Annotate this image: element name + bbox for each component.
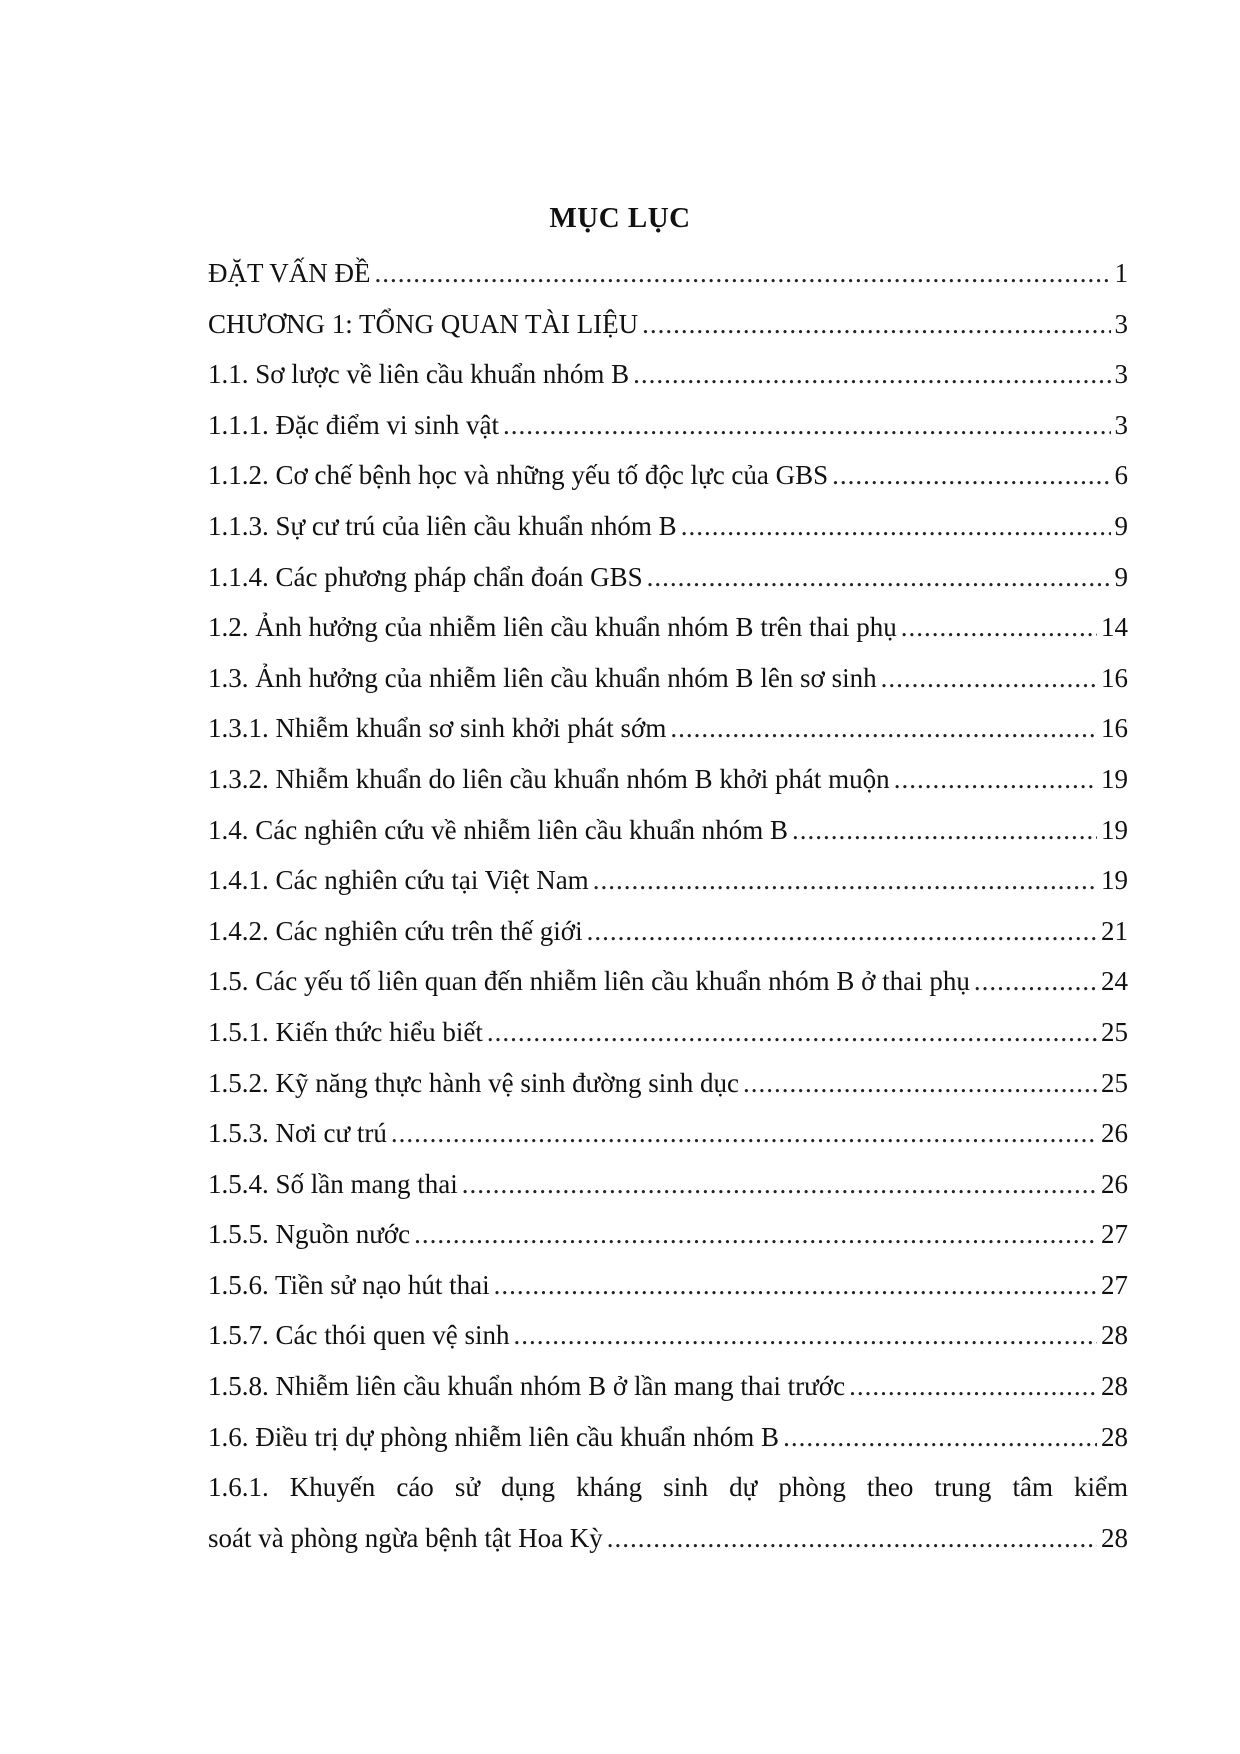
toc-entry[interactable] (208, 966, 1128, 1017)
table-of-contents (208, 258, 1128, 1573)
dot-leader (881, 663, 1097, 694)
toc-entry[interactable] (208, 359, 1128, 410)
dot-leader (593, 865, 1097, 896)
toc-page-number: 27 (1101, 1219, 1128, 1250)
toc-page-number: 19 (1101, 814, 1128, 845)
toc-entry[interactable] (208, 1270, 1128, 1321)
toc-entry[interactable] (208, 815, 1128, 866)
toc-entry-label: 1.3.2. Nhiễm khuẩn do liên cầu khuẩn nhóm B khởi phát muộn (208, 763, 890, 794)
dot-leader (462, 1169, 1097, 1200)
toc-entry-label: 1.5.3. Nơi cư trú (208, 1118, 387, 1149)
toc-page-number: 9 (1114, 510, 1128, 541)
dot-leader (832, 460, 1110, 491)
dot-leader (901, 612, 1097, 643)
toc-page-number: 19 (1101, 865, 1128, 896)
dot-leader (894, 764, 1097, 795)
toc-page-number: 28 (1101, 1320, 1128, 1351)
toc-entry[interactable] (208, 916, 1128, 967)
toc-page-number: 21 (1101, 915, 1128, 946)
dot-leader (494, 1270, 1097, 1301)
toc-entry[interactable] (208, 258, 1128, 309)
dot-leader (587, 916, 1097, 947)
toc-page-number: 6 (1114, 460, 1128, 491)
toc-entry-label: 1.5.2. Kỹ năng thực hành vệ sinh đường sinh dục (208, 1067, 739, 1098)
toc-entry-label: 1.1.1. Đặc điểm vi sinh vật (208, 409, 499, 440)
toc-page-number: 26 (1101, 1168, 1128, 1199)
toc-entry[interactable] (208, 1523, 1128, 1574)
dot-leader (391, 1118, 1097, 1149)
toc-page-number: 28 (1101, 1522, 1128, 1553)
dot-leader (670, 713, 1097, 744)
toc-entry-label: 1.4.1. Các nghiên cứu tại Việt Nam (208, 865, 589, 896)
toc-entry[interactable] (208, 1320, 1128, 1371)
toc-entry-label: 1.2. Ảnh hưởng của nhiễm liên cầu khuẩn nhóm B trên thai phụ (208, 612, 897, 643)
toc-entry-label: soát và phòng ngừa bệnh tật Hoa Kỳ (208, 1522, 603, 1553)
toc-entry[interactable] (208, 1068, 1128, 1119)
toc-entry-label: 1.6.1. Khuyến cáo sử dụng kháng sinh dự phòng theo trung tâm kiểm (208, 1472, 1128, 1503)
toc-page-number: 16 (1101, 713, 1128, 744)
dot-leader (607, 1523, 1097, 1554)
dot-leader (849, 1371, 1097, 1402)
toc-entry-label: 1.5. Các yếu tố liên quan đến nhiễm liên cầu khuẩn nhóm B ở thai phụ (208, 966, 970, 997)
dot-leader (513, 1320, 1097, 1351)
toc-entry[interactable] (208, 1169, 1128, 1220)
toc-entry-label: 1.6. Điều trị dự phòng nhiễm liên cầu khuẩn nhóm B (208, 1421, 780, 1452)
toc-entry[interactable] (208, 1371, 1128, 1422)
toc-entry-label: 1.3.1. Nhiễm khuẩn sơ sinh khởi phát sớm (208, 713, 667, 744)
toc-entry-label: 1.5.8. Nhiễm liên cầu khuẩn nhóm B ở lần mang thai trước (208, 1371, 846, 1402)
dot-leader (974, 966, 1097, 997)
toc-page-number: 9 (1114, 561, 1128, 592)
dot-leader (681, 511, 1111, 542)
dot-leader (783, 1422, 1097, 1453)
toc-entry[interactable] (208, 764, 1128, 815)
toc-entry-label: 1.1.2. Cơ chế bệnh học và những yếu tố độc lực của GBS (208, 460, 829, 491)
toc-entry-label: 1.1.3. Sự cư trú của liên cầu khuẩn nhóm B (208, 510, 677, 541)
toc-page-number: 3 (1114, 409, 1128, 440)
toc-page-number: 24 (1101, 966, 1128, 997)
toc-page-number: 28 (1101, 1421, 1128, 1452)
toc-entry-wrapped-first-line (208, 1472, 1128, 1523)
dot-leader (414, 1219, 1097, 1250)
toc-entry[interactable] (208, 713, 1128, 764)
toc-page-number: 27 (1101, 1269, 1128, 1300)
toc-entry[interactable] (208, 511, 1128, 562)
toc-page-number: 3 (1114, 359, 1128, 390)
toc-page-number: 3 (1114, 308, 1128, 339)
toc-entry-label: 1.4.2. Các nghiên cứu trên thế giới (208, 915, 583, 946)
toc-entry-label: 1.1.4. Các phương pháp chẩn đoán GBS (208, 561, 643, 592)
toc-entry-label: 1.5.4. Số lần mang thai (208, 1168, 458, 1199)
toc-entry[interactable] (208, 1422, 1128, 1473)
toc-entry[interactable] (208, 865, 1128, 916)
toc-entry[interactable] (208, 1118, 1128, 1169)
toc-page-number: 28 (1101, 1371, 1128, 1402)
dot-leader (743, 1068, 1097, 1099)
dot-leader (375, 258, 1111, 289)
dot-leader (487, 1017, 1097, 1048)
toc-entry-label: CHƯƠNG 1: TỔNG QUAN TÀI LIỆU (208, 308, 639, 339)
toc-entry-label: 1.5.6. Tiền sử nạo hút thai (208, 1269, 490, 1300)
toc-entry[interactable] (208, 410, 1128, 461)
toc-page-number: 25 (1101, 1016, 1128, 1047)
toc-entry-label: 1.5.5. Nguồn nước (208, 1219, 411, 1250)
toc-entry[interactable] (208, 309, 1128, 360)
dot-leader (792, 815, 1097, 846)
toc-entry-label: ĐẶT VẤN ĐỀ (208, 258, 371, 288)
toc-entry[interactable] (208, 562, 1128, 613)
page-title: MỤC LỤC (549, 202, 691, 234)
toc-page-number: 16 (1101, 662, 1128, 693)
dot-leader (503, 410, 1111, 441)
toc-page-number: 14 (1101, 612, 1128, 643)
toc-page-number: 1 (1114, 258, 1128, 288)
toc-entry-label: 1.3. Ảnh hưởng của nhiễm liên cầu khuẩn nhóm B lên sơ sinh (208, 662, 877, 693)
dot-leader (642, 309, 1110, 340)
toc-entry-label: 1.4. Các nghiên cứu về nhiễm liên cầu khuẩn nhóm B (208, 814, 788, 845)
toc-entry-label: 1.1. Sơ lược về liên cầu khuẩn nhóm B (208, 359, 630, 390)
toc-page-number: 19 (1101, 763, 1128, 794)
toc-page-number: 26 (1101, 1118, 1128, 1149)
toc-page-number: 25 (1101, 1067, 1128, 1098)
toc-entry[interactable] (208, 1017, 1128, 1068)
toc-entry[interactable] (208, 663, 1128, 714)
dot-leader (647, 562, 1111, 593)
toc-entry-label: 1.5.7. Các thói quen vệ sinh (208, 1320, 510, 1351)
toc-entry-label: 1.5.1. Kiến thức hiểu biết (208, 1016, 483, 1047)
toc-entry[interactable] (208, 612, 1128, 663)
toc-entry[interactable] (208, 460, 1128, 511)
dot-leader (633, 359, 1110, 390)
toc-entry[interactable] (208, 1219, 1128, 1270)
